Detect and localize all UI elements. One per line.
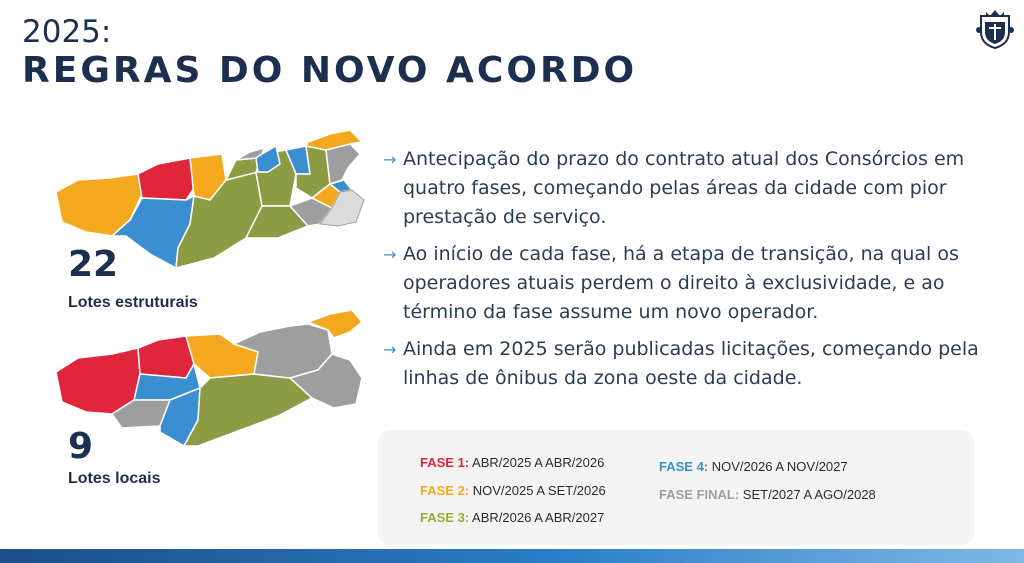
local-lots-label: Lotes locais: [68, 470, 161, 487]
legend-phase-period: ABR/2026 A ABR/2027: [472, 510, 605, 525]
bullet-text: Ainda em 2025 serão publicadas licitações, começando pela linhas de ônibus da zona oeste da cidade.: [403, 338, 979, 389]
legend-phase-name: FASE 3:: [420, 510, 470, 525]
arrow-right-icon: →: [383, 340, 397, 359]
year-label: 2025:: [22, 14, 112, 50]
bullet-text: Antecipação do prazo do contrato atual dos Consórcios em quatro fases, começando pelas áreas da cidade com pior prestação de serviço.: [403, 148, 965, 228]
map-region: [138, 336, 194, 378]
legend-phase-2: [420, 483, 606, 498]
arrow-right-icon: →: [383, 245, 397, 264]
arrow-right-icon: →: [383, 150, 397, 169]
structural-lots-label: Lotes estruturais: [68, 294, 198, 311]
bullet-list: [383, 145, 1003, 401]
legend-phase-final: [659, 487, 876, 502]
map-local-lots: [50, 308, 368, 458]
legend-phase-period: SET/2027 A AGO/2028: [742, 487, 876, 502]
legend-phase-period: NOV/2025 A SET/2026: [472, 483, 606, 498]
map-region: [138, 158, 194, 200]
map-region: [184, 374, 312, 446]
legend-phase-period: ABR/2025 A ABR/2026: [472, 455, 605, 470]
map-region: [326, 144, 360, 184]
bullet-item: [383, 145, 1003, 232]
legend-phase-name: FASE 1:: [420, 455, 470, 470]
legend-phase-4: [659, 459, 848, 474]
legend-phase-3: [420, 510, 604, 525]
legend-phase-period: NOV/2026 A NOV/2027: [711, 459, 848, 474]
legend-phase-1: [420, 455, 604, 470]
local-lots-count: 9: [68, 426, 94, 467]
bullet-text: Ao início de cada fase, há a etapa de transição, na qual os operadores atuais perdem o direito à exclusividade, e ao término da fase assume um novo operador.: [403, 243, 959, 323]
legend-phase-name: FASE 4:: [659, 459, 709, 474]
phase-legend: [378, 430, 974, 545]
page-title: REGRAS DO NOVO ACORDO: [22, 50, 638, 91]
bullet-item: [383, 240, 1003, 327]
structural-lots-count: 22: [68, 244, 119, 285]
footer-bar: [0, 549, 1024, 563]
city-crest-icon: [975, 8, 1015, 50]
legend-phase-name: FASE 2:: [420, 483, 470, 498]
bullet-item: [383, 335, 1003, 393]
legend-phase-name: FASE FINAL:: [659, 487, 740, 502]
